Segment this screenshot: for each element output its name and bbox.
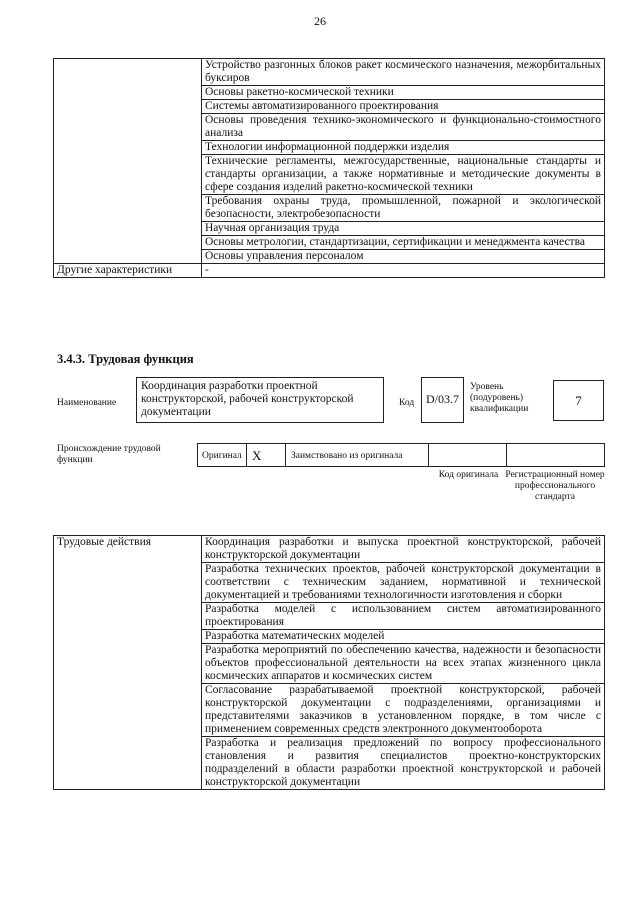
knowledge-item: Технологии информационной поддержки изделия bbox=[202, 141, 605, 155]
action-item: Согласование разрабатываемой проектной конструкторской, рабочей конструкторской документации с подразделениями, организациями и представителями заказчиков в установленном порядке, в том числе с применением современных средств электронного документооборота bbox=[202, 684, 605, 737]
level-box bbox=[553, 380, 604, 421]
original-label: Оригинал bbox=[202, 451, 242, 461]
original-mark-cell bbox=[246, 443, 286, 467]
original-code-cell bbox=[428, 443, 507, 467]
function-name-value: Координация разработки проектной конструкторской, рабочей конструкторской документации bbox=[141, 380, 354, 418]
function-name-box bbox=[136, 377, 384, 423]
reg-caption: Регистрационный номер профессионального стандарта bbox=[505, 470, 605, 502]
knowledge-item: Основы метрологии, стандартизации, сертификации и менеджмента качества bbox=[202, 236, 605, 250]
borrowed-cell bbox=[285, 443, 429, 467]
original-mark: X bbox=[252, 448, 262, 463]
knowledge-item: Основы управления персоналом bbox=[202, 250, 605, 264]
actions-table bbox=[53, 535, 605, 790]
table-row bbox=[54, 59, 605, 86]
other-characteristics-label: Другие характеристики bbox=[54, 264, 202, 278]
knowledge-item: Научная организация труда bbox=[202, 222, 605, 236]
action-item: Разработка технических проектов, рабочей конструкторской документации в соответствии с техническим заданием, нормативной и технической документацией и требованиями технологичности изготовления и сборки bbox=[202, 563, 605, 603]
actions-label: Трудовые действия bbox=[54, 536, 202, 790]
table-row bbox=[54, 264, 605, 278]
knowledge-item: Устройство разгонных блоков ракет космического назначения, межорбитальных буксиров bbox=[202, 59, 605, 86]
code-caption: Код оригинала bbox=[438, 470, 499, 480]
reg-number-cell bbox=[506, 443, 605, 467]
action-item: Разработка математических моделей bbox=[202, 630, 605, 644]
other-characteristics-value: - bbox=[202, 264, 605, 278]
section-heading: 3.4.3. Трудовая функция bbox=[57, 352, 194, 366]
knowledge-item: Технические регламенты, межгосударственные, национальные стандарты и стандарты организации, а также нормативные и методические документы в сфере создания изделий ракетно-космической техники bbox=[202, 155, 605, 195]
knowledge-item: Основы ракетно-космической техники bbox=[202, 86, 605, 100]
action-item: Координация разработки и выпуска проектной конструкторской, рабочей конструкторской документации bbox=[202, 536, 605, 563]
knowledge-label-cell bbox=[54, 59, 202, 264]
level-label: Уровень (подуровень) квалификации bbox=[470, 382, 529, 414]
origin-table bbox=[197, 443, 605, 467]
name-label: Наименование bbox=[57, 398, 117, 408]
action-item: Разработка мероприятий по обеспечению качества, надежности и безопасности объектов профессиональной деятельности на всех этапах жизненного цикла космических аппаратов и космических систем bbox=[202, 644, 605, 684]
borrowed-label: Заимствовано из оригинала bbox=[291, 451, 403, 461]
knowledge-item: Системы автоматизированного проектирования bbox=[202, 100, 605, 114]
knowledge-item: Основы проведения технико-экономического и функционально-стоимостного анализа bbox=[202, 114, 605, 141]
page-number: 26 bbox=[314, 14, 326, 28]
code-value: D/03.7 bbox=[426, 392, 459, 406]
knowledge-item: Требования охраны труда, промышленной, пожарной и экологической безопасности, электробезопасности bbox=[202, 195, 605, 222]
knowledge-table bbox=[53, 58, 605, 278]
origin-label: Происхождение трудовой функции bbox=[57, 444, 161, 465]
code-label: Код bbox=[399, 398, 415, 408]
level-value: 7 bbox=[575, 393, 582, 408]
original-cell bbox=[197, 443, 247, 467]
table-row bbox=[54, 536, 605, 563]
action-item: Разработка и реализация предложений по вопросу профессионального становления и развития специалистов проектно-конструкторских подразделений в области разработки проектной конструкторской и рабочей конструкторской документации bbox=[202, 737, 605, 790]
action-item: Разработка моделей с использованием систем автоматизированного проектирования bbox=[202, 603, 605, 630]
code-box bbox=[421, 377, 464, 423]
